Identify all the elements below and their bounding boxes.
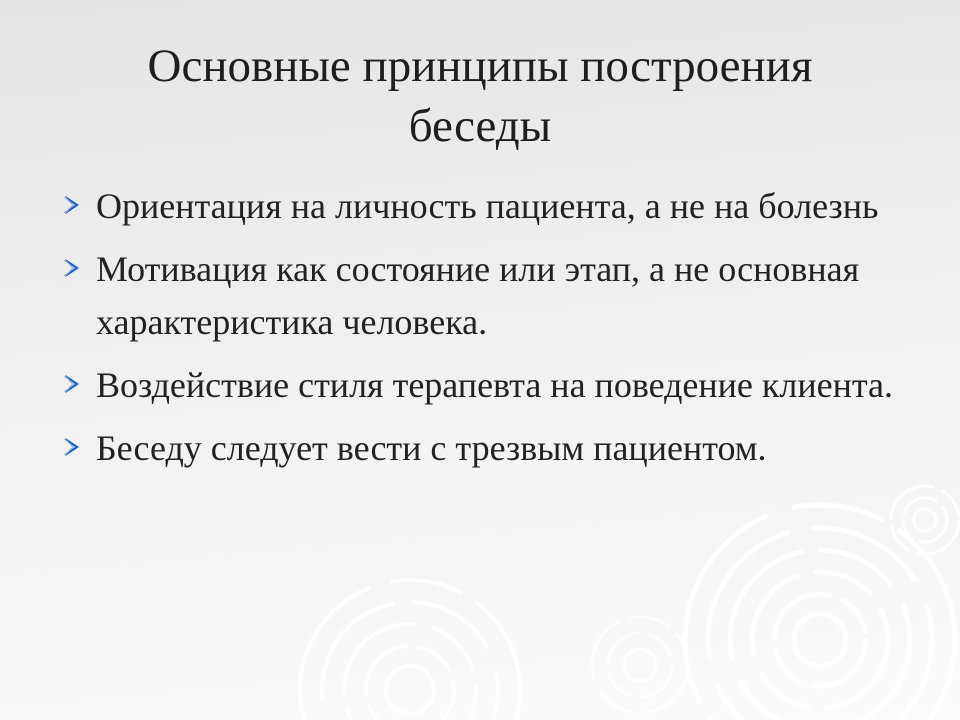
bullet-item (60, 180, 910, 233)
bullet-text: Мотивация как состояние или этап, а не основная характеристика человека. (96, 249, 860, 342)
slide-title-line-1: Основные принципы построения (147, 40, 813, 92)
slide-title-line-2: беседы (408, 100, 552, 152)
bullet-list (60, 180, 910, 485)
bullet-item (60, 422, 910, 475)
chevron-right-icon (62, 436, 82, 458)
bullet-text: Воздействие стиля терапевта на поведение клиента. (96, 365, 894, 405)
ring-group-lower (592, 617, 688, 713)
ring-group-center (300, 580, 520, 720)
chevron-right-icon (62, 257, 82, 279)
ring-group-right (685, 505, 955, 720)
ring-group-small (891, 486, 959, 554)
bullet-text: Беседу следует вести с трезвым пациентом. (96, 428, 767, 468)
slide-title (60, 36, 900, 156)
bullet-item (60, 243, 910, 349)
chevron-right-icon (62, 373, 82, 395)
bullet-item (60, 359, 910, 412)
bullet-text: Ориентация на личность пациента, а не на болезнь (96, 186, 879, 226)
chevron-right-icon (62, 194, 82, 216)
